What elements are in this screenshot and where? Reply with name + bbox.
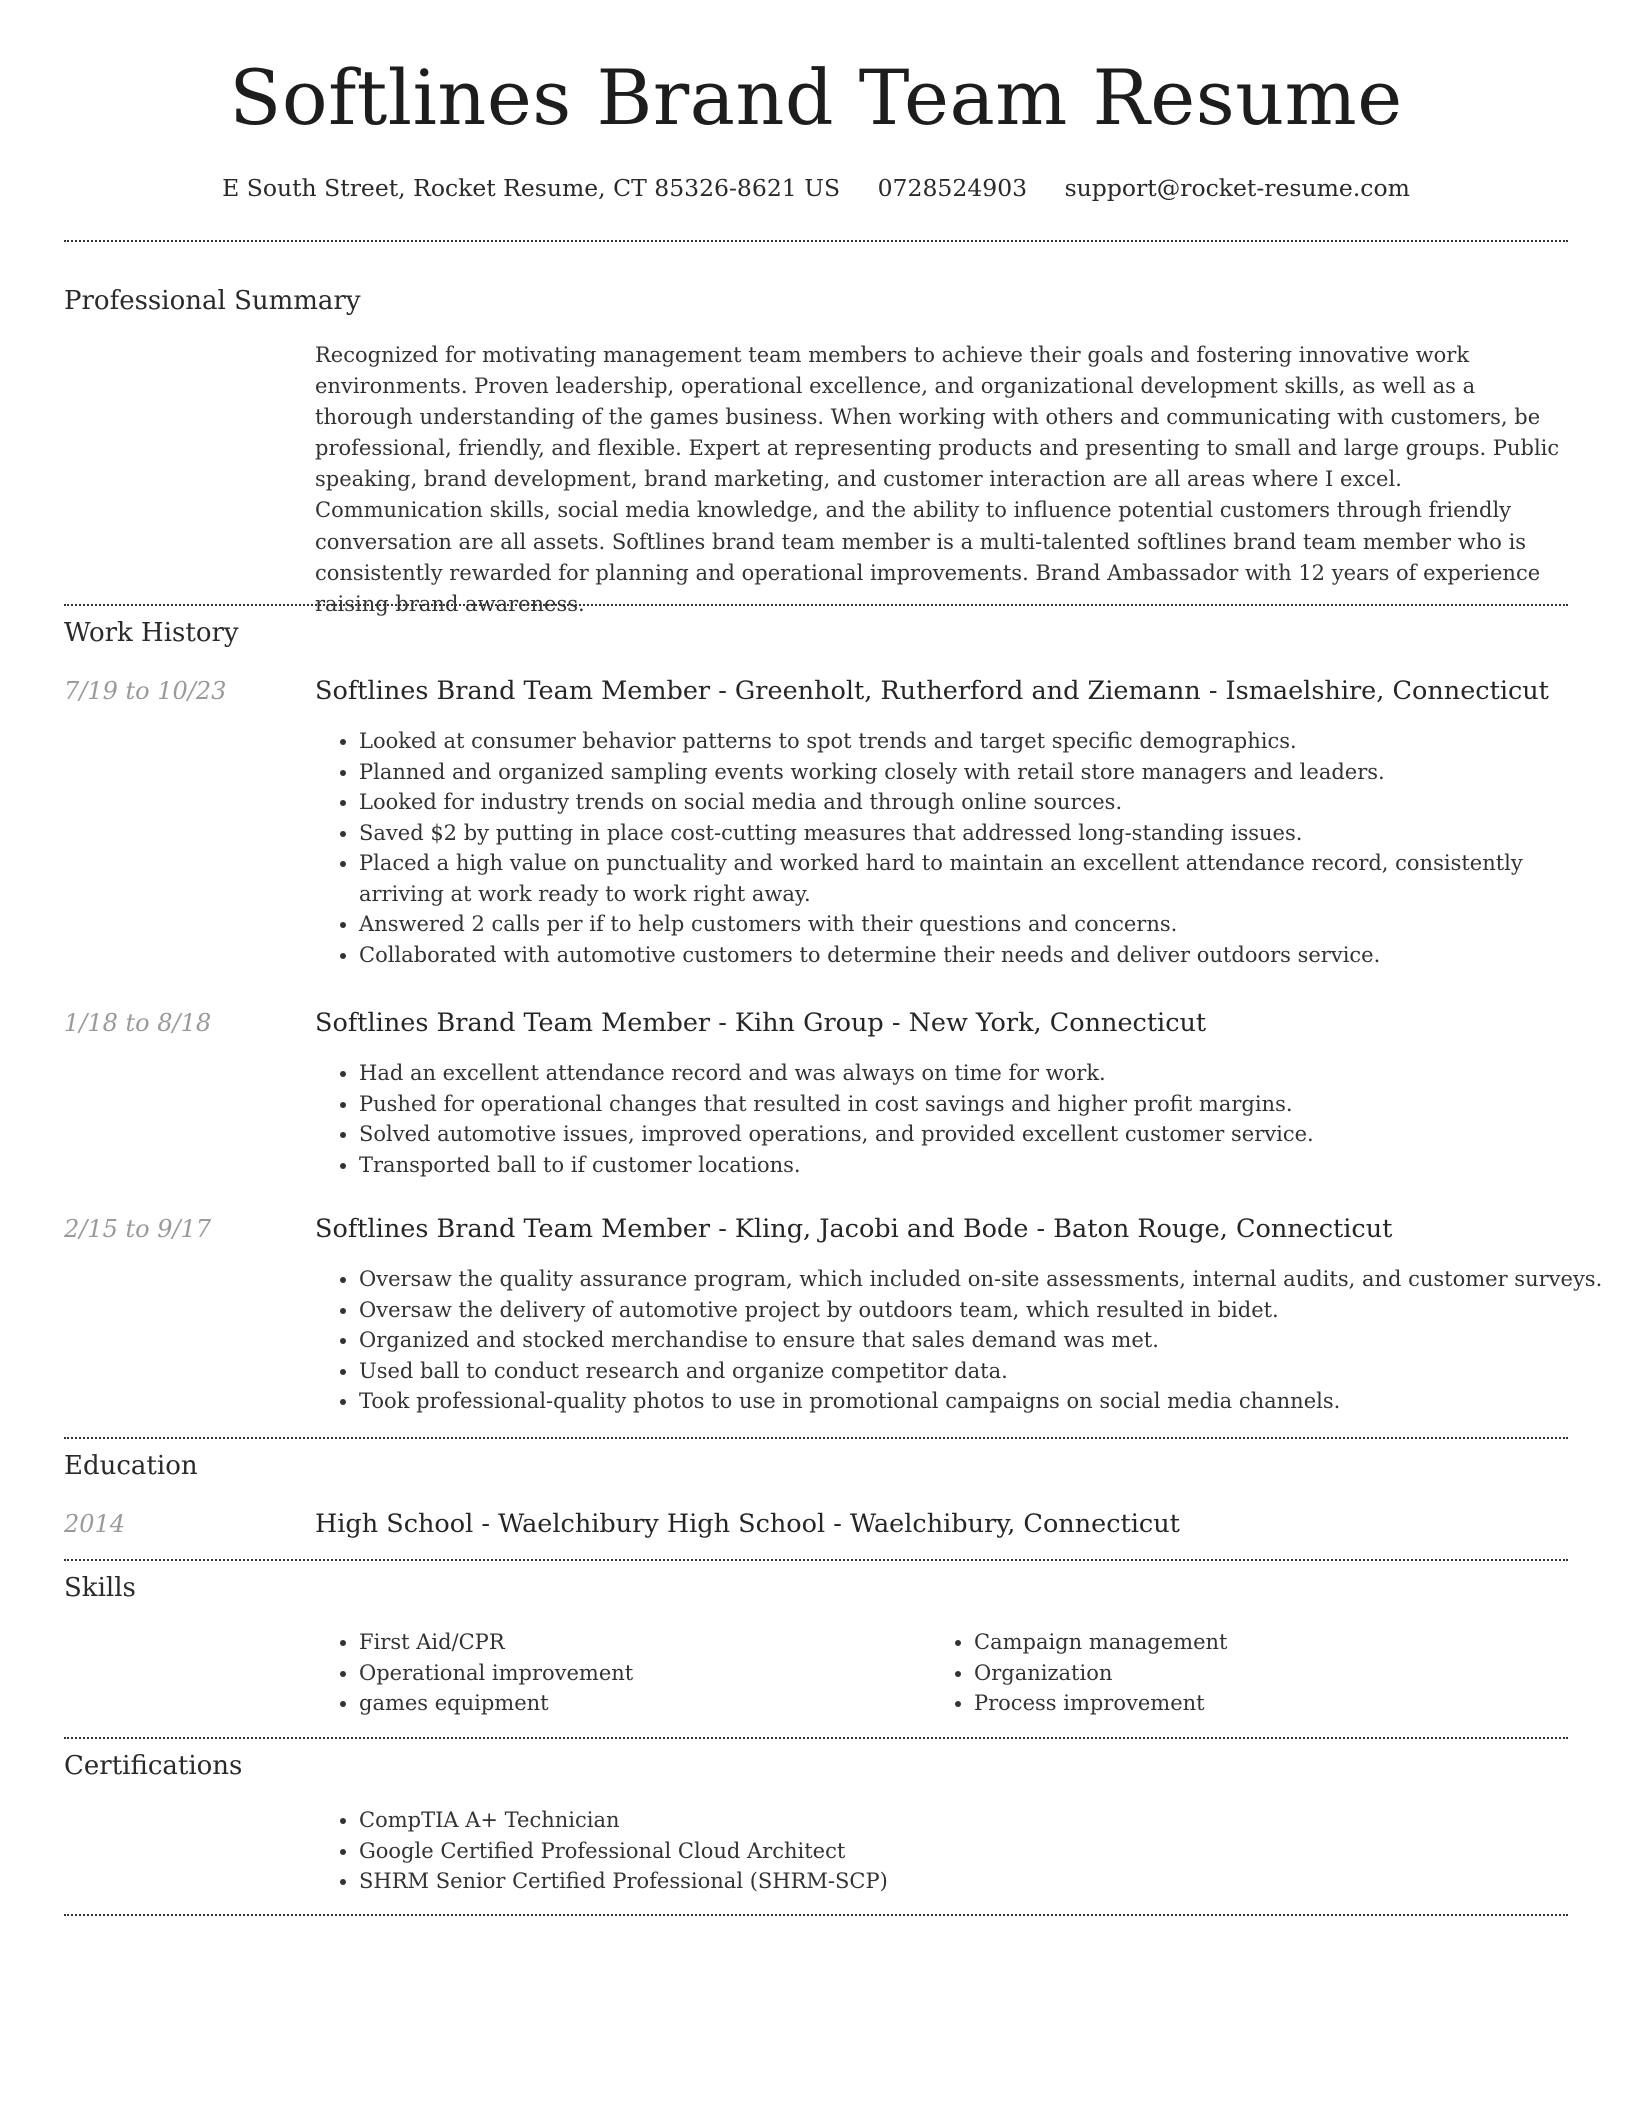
- job-title: Softlines Brand Team Member - Kihn Group - New York, Connecticut: [315, 1008, 1207, 1038]
- summary-text: Recognized for motivating management team members to achieve their goals and fostering innovative work environments. Proven leadership, operational excellence, and organizational development skills, as well as a thorough understanding of the games business. When working with others and communicating with customers, be professional, friendly, and flexible. Expert at representing products and presenting to small and large groups. Public speaking, brand development, brand marketing, and customer interaction are all areas where I excel. Communication skills, social media knowledge, and the ability to influence potential customers through friendly conversation are all assets. Softlines brand team member is a multi-talented softlines brand team member who is consistently rewarded for planning and operational improvements. Brand Ambassador with 12 years of experience raising brand awareness.: [315, 343, 1560, 616]
- skill-item: • Organization: [974, 1658, 1574, 1689]
- bullet-item: • Oversaw the delivery of automotive project by outdoors team, which resulted in bidet.: [359, 1295, 1612, 1326]
- bullet-item: • Placed a high value on punctuality and worked hard to maintain an excellent attendance record, consistently arriving at work ready to work right away.: [359, 848, 1612, 909]
- divider: [64, 604, 1568, 606]
- divider: [64, 1559, 1568, 1561]
- certification-item: • Google Certified Professional Cloud Architect: [359, 1836, 1612, 1867]
- certifications-list: [315, 1805, 1612, 1897]
- bullet-item: • Looked for industry trends on social media and through online sources.: [359, 787, 1612, 818]
- bullet-item: • Solved automotive issues, improved operations, and provided excellent customer service.: [359, 1119, 1612, 1150]
- skill-item: • First Aid/CPR: [359, 1627, 959, 1658]
- contact-email: support@rocket-resume.com: [1064, 174, 1410, 202]
- job-dates: 7/19 to 10/23: [64, 677, 227, 705]
- bullet-item: • Oversaw the quality assurance program, which included on-site assessments, internal audits, and customer surveys.: [359, 1264, 1612, 1295]
- job-bullets: [315, 726, 1612, 970]
- divider: [64, 1437, 1568, 1439]
- section-heading-summary: Professional Summary: [64, 286, 361, 316]
- skill-item: • games equipment: [359, 1688, 959, 1719]
- certification-item: • SHRM Senior Certified Professional (SHRM-SCP): [359, 1866, 1612, 1897]
- bullet-item: • Pushed for operational changes that resulted in cost savings and higher profit margins.: [359, 1089, 1612, 1120]
- section-heading-education: Education: [64, 1451, 198, 1481]
- bullet-item: • Planned and organized sampling events working closely with retail store managers and leaders.: [359, 757, 1612, 788]
- contact-address: E South Street, Rocket Resume, CT 85326-8621 US: [222, 174, 841, 202]
- bullet-item: • Answered 2 calls per if to help customers with their questions and concerns.: [359, 909, 1612, 940]
- section-heading-certifications: Certifications: [64, 1751, 243, 1781]
- bullet-item: • Used ball to conduct research and organize competitor data.: [359, 1356, 1612, 1387]
- certification-item: • CompTIA A+ Technician: [359, 1805, 1612, 1836]
- divider: [64, 1737, 1568, 1739]
- contact-line: [0, 168, 1632, 208]
- divider: [64, 240, 1568, 242]
- divider: [64, 1914, 1568, 1916]
- skill-item: • Operational improvement: [359, 1658, 959, 1689]
- bullet-item: • Looked at consumer behavior patterns to spot trends and target specific demographics.: [359, 726, 1612, 757]
- bullet-item: • Collaborated with automotive customers to determine their needs and deliver outdoors service.: [359, 940, 1612, 971]
- skill-item: • Process improvement: [974, 1688, 1574, 1719]
- bullet-item: • Had an excellent attendance record and was always on time for work.: [359, 1058, 1612, 1089]
- contact-phone: 0728524903: [877, 174, 1028, 202]
- job-bullets: [315, 1264, 1612, 1417]
- job-title: Softlines Brand Team Member - Kling, Jacobi and Bode - Baton Rouge, Connecticut: [315, 1214, 1393, 1244]
- education-title: High School - Waelchibury High School - Waelchibury, Connecticut: [315, 1509, 1180, 1539]
- skills-list-right: [930, 1627, 1574, 1719]
- job-dates: 2/15 to 9/17: [64, 1215, 212, 1243]
- job-dates: 1/18 to 8/18: [64, 1009, 212, 1037]
- bullet-item: • Transported ball to if customer locations.: [359, 1150, 1612, 1181]
- section-heading-skills: Skills: [64, 1573, 136, 1603]
- bullet-item: • Took professional-quality photos to use in promotional campaigns on social media channels.: [359, 1386, 1612, 1417]
- section-heading-work: Work History: [64, 618, 239, 648]
- skill-item: • Campaign management: [974, 1627, 1574, 1658]
- skills-list-left: [315, 1627, 959, 1719]
- education-year: 2014: [64, 1510, 126, 1538]
- resume-title: Softlines Brand Team Resume: [229, 53, 1403, 142]
- bullet-item: • Saved $2 by putting in place cost-cutting measures that addressed long-standing issues.: [359, 818, 1612, 849]
- job-title: Softlines Brand Team Member - Greenholt, Rutherford and Ziemann - Ismaelshire, Connecticut: [315, 676, 1549, 706]
- bullet-item: • Organized and stocked merchandise to ensure that sales demand was met.: [359, 1325, 1612, 1356]
- job-bullets: [315, 1058, 1612, 1180]
